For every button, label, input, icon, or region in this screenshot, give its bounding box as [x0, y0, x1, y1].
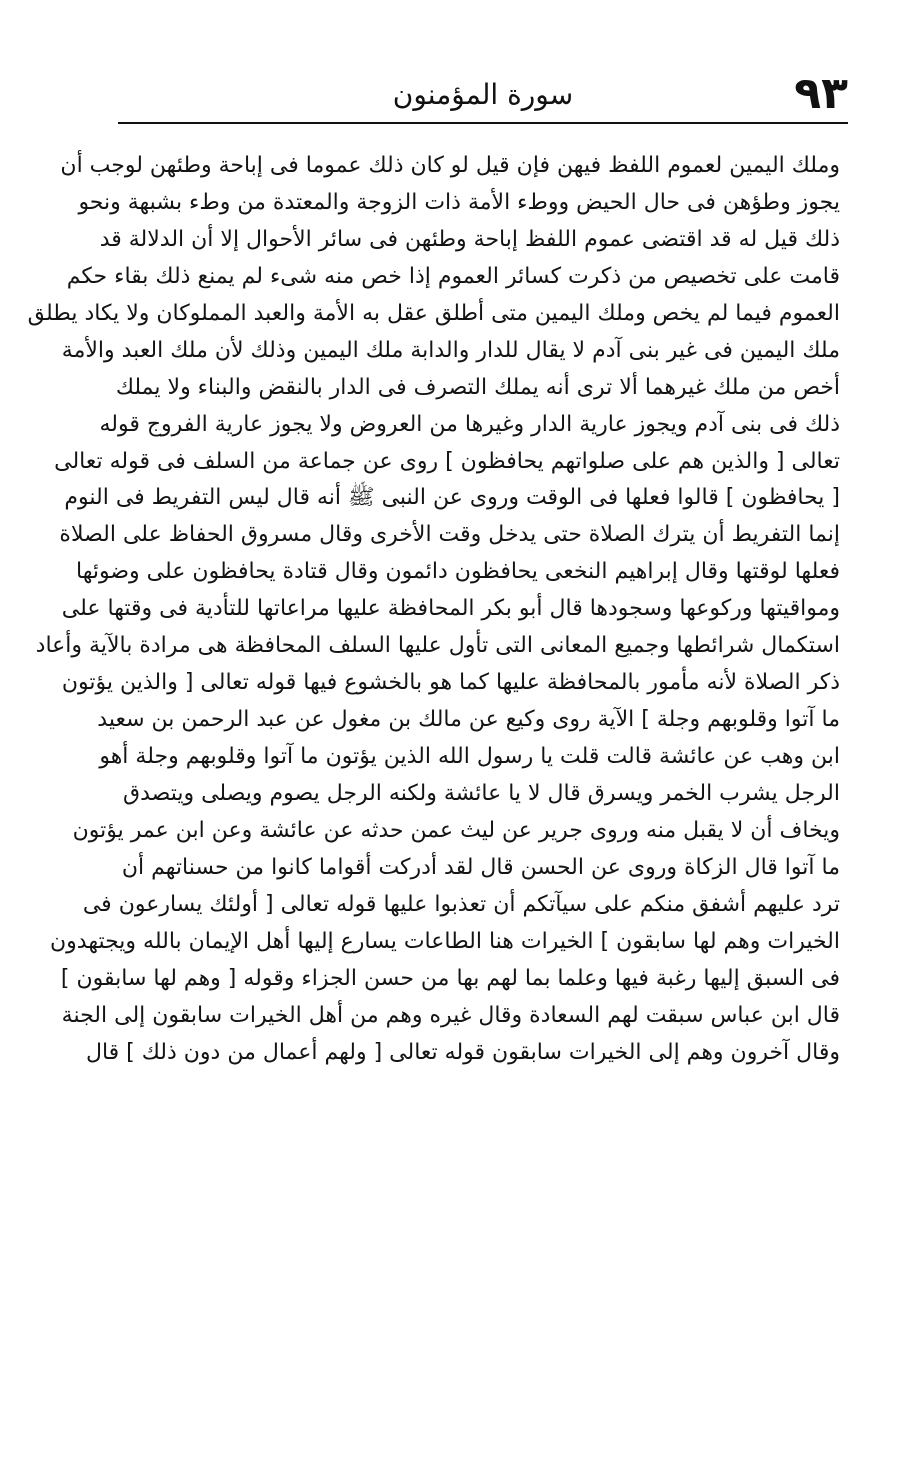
- text-line: ذلك قيل له قد اقتضى عموم اللفظ إباحة وطئهن فى سائر الأحوال إلا أن الدلالة قد: [99, 226, 840, 252]
- text-line: ما آتوا قال الزكاة وروى عن الحسن قال لقد أدركت أقواما كانوا من حسناتهم أن: [121, 854, 840, 880]
- text-line: العموم فيما لم يخص وملك اليمين متى أطلق عقل به الأمة والعبد المملوكان ولا يكاد يطلق: [27, 300, 840, 326]
- body-text: [27, 148, 840, 1071]
- text-line: أخص من ملك غيرهما ألا ترى أنه يملك التصرف فى الدار بالنقض والبناء ولا يملك: [115, 374, 840, 400]
- text-line: ومواقيتها وركوعها وسجودها قال أبو بكر المحافظة عليها مراعاتها للتأدية فى وقتها على: [61, 596, 840, 622]
- text-line: قامت على تخصيص من ذكرت كسائر العموم إذا خص منه شىء لم يمنع ذلك بقاء حكم: [66, 263, 840, 289]
- text-line: إنما التفريط أن يترك الصلاة حتى يدخل وقت الأخرى وقال مسروق الحفاظ على الصلاة: [59, 522, 840, 548]
- text-line: ويخاف أن لا يقبل منه وروى جرير عن ليث عمن حدثه عن عائشة وعن ابن عمر يؤتون: [72, 817, 840, 843]
- text-line: [ يحافظون ] قالوا فعلها فى الوقت وروى عن النبى ﷺ أنه قال ليس التفريط فى النوم: [64, 485, 840, 511]
- text-line: ما آتوا وقلوبهم وجلة ] الآية روى وكيع عن مالك بن مغول عن عبد الرحمن بن سعيد: [97, 707, 840, 733]
- text-line: وقال آخرون وهم إلى الخيرات سابقون قوله تعالى [ ولهم أعمال من دون ذلك ] قال: [85, 1039, 840, 1065]
- text-line: فى السبق إليها رغبة فيها وعلما بما لهم بها من حسن الجزاء وقوله [ وهم لها سابقون ]: [60, 965, 840, 991]
- surah-title: سورة المؤمنون: [392, 78, 574, 111]
- text-line: الخيرات وهم لها سابقون ] الخيرات هنا الطاعات يسارع إليها أهل الإيمان بالله ويجتهدون: [49, 928, 840, 954]
- text-line: يجوز وطؤهن فى حال الحيض ووطء الأمة ذات الزوجة والمعتدة من وطء بشبهة ونحو: [78, 189, 840, 215]
- text-line: فعلها لوقتها وقال إبراهيم النخعى يحافظون دائمون وقال قتادة يحافظون على وضوئها: [76, 559, 840, 585]
- page-number: ٩٣: [794, 68, 848, 119]
- text-line: ملك اليمين فى غير بنى آدم لا يقال للدار والدابة ملك اليمين وذلك لأن ملك العبد والأمة: [61, 337, 840, 363]
- text-line: الرجل يشرب الخمر ويسرق قال لا يا عائشة ولكنه الرجل يصوم ويصلى ويتصدق: [123, 780, 840, 806]
- text-line: تعالى [ والذين هم على صلواتهم يحافظون ] روى عن جماعة من السلف فى قوله تعالى: [54, 448, 840, 474]
- text-line: ذكر الصلاة لأنه مأمور بالمحافظة عليها كما هو بالخشوع فيها قوله تعالى [ والذين يؤتون: [61, 670, 840, 696]
- header-divider: [118, 122, 848, 124]
- text-line: ترد عليهم أشفق منكم على سيآتكم أن تعذبوا عليها قوله تعالى [ أولئك يسارعون فى: [82, 891, 840, 917]
- text-line: ابن وهب عن عائشة قالت قلت يا رسول الله الذين يؤتون ما آتوا وقلوبهم وجلة أهو: [99, 744, 840, 769]
- text-line: ذلك فى بنى آدم ويجوز عارية الدار وغيرها من العروض ولا يجوز عارية الفروج قوله: [99, 411, 840, 437]
- text-line: وملك اليمين لعموم اللفظ فيهن فإن قيل لو كان ذلك عموما فى إباحة وطئهن لوجب أن: [60, 153, 840, 178]
- text-line: قال ابن عباس سبقت لهم السعادة وقال غيره وهم من أهل الخيرات سابقون إلى الجنة: [61, 1002, 840, 1028]
- page-header: [118, 64, 848, 122]
- text-line: استكمال شرائطها وجميع المعانى التى تأول عليها السلف المحافظة هى مرادة بالآية وأعاد: [35, 633, 840, 659]
